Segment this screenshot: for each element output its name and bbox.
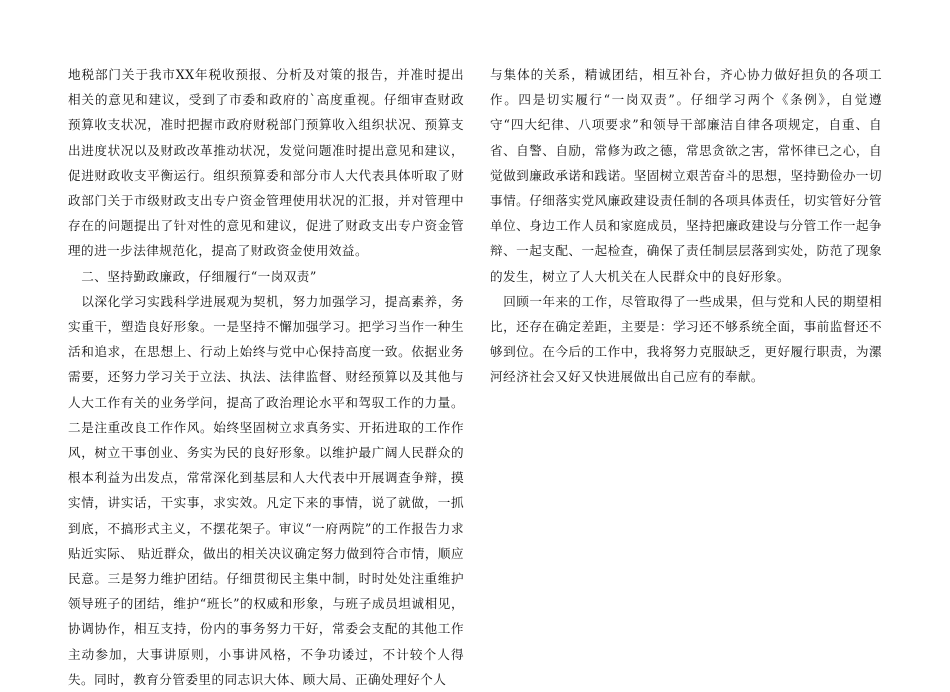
right-column <box>490 62 882 390</box>
paragraph-diligence: 以深化学习实践科学进展观为契机，努力加强学习，提高素养，务实重干，塑造良好形象。一是坚持不懈加强学习。把学习当作一种生活和追求，在思想上、行动上始终与党中心保持高度一致。依据业务需要，还努力学习关于立法、执法、法律监督、财经预算以及其他与人大工作有关的业务学问，提高了政治理论水平和驾驭工作的力量。二是注重改良工作作风。始终坚固树立求真务实、开拓进取的工作作风，树立干事创业、务实为民的良好形象。以维护最广阔人民群众的根本利益为出发点，常常深化到基层和人大代表中开展调查争辩，摸实情，讲实话，干实事，求实效。凡定下来的事情，说了就做，一抓到底，不搞形式主义，不摆花架子。审议“一府两院”的工作报告力求贴近实际、 贴近群众，做出的相关决议确定努力做到符合市情，顺应民意。三是努力维护团结。仔细贯彻民主集中制，时时处处注重维护领导班子的团结，维护“班长”的权威和形象，与班子成员坦诚相见，协调协作，相互支持，份内的事务努力干好，常委会支配的其他工作主动参加，大事讲原则，小事讲风格，不争功诿过，不计较个人得失。同时，教育分管委里的同志识大体、顾大局、正确处理好个人 <box>68 293 464 687</box>
paragraph-duties: 与集体的关系，精诚团结，相互补台，齐心协力做好担负的各项工作。四是切实履行“一岗双责”。仔细学习两个《条例》，自觉遵守“四大纪律、八项要求”和领导干部廉洁自律各项规定，自重、自省、自警、自励，常修为政之德，常思贪欲之害，常怀律已之心，自觉做到廉政承诺和践诺。坚固树立艰苦奋斗的思想，坚持勤俭办一切事情。仔细落实党风廉政建设责任制的各项具体责任，切实管好分管单位、身边工作人员和家庭成员，坚持把廉政建设与分管工作一起争辩、一起支配、一起检查，确保了责任制层层落到实处，防范了现象的发生，树立了人大机关在人民群众中的良好形象。 <box>490 67 882 284</box>
section-heading-diligence: 二、坚持勤政廉政，仔细履行“一岗双责” <box>81 268 317 284</box>
paragraph-tax-report: 地税部门关于我市XX年税收预报、分析及对策的报告，并准时提出相关的意见和建议，受到了市委和政府的`高度重视。仔细审查财政预算收支状况，准时把握市政府财税部门预算收入组织状况、预算支出进度状况以及财政改革推动状况，发觉问题准时提出意见和建议，促进财政收支平衡运行。组织预算委和部分市人大代表具体听取了财政部门关于市级财政支出专户资金管理使用状况的汇报，并对管理中存在的问题提出了针对性的意见和建议，促进了财政支出专户资金管理的进一步法律规范化，提高了财政资金使用效益。 <box>68 67 464 259</box>
paragraph-review: 回顾一年来的工作，尽管取得了一些成果，但与党和人民的期望相比，还存在确定差距，主要是：学习还不够系统全面，事前监督还不够到位。在今后的工作中，我将努力克服缺乏，更好履行职责，为漯河经济社会又好又快进展做出自己应有的奉献。 <box>490 293 882 385</box>
left-column <box>68 62 464 692</box>
